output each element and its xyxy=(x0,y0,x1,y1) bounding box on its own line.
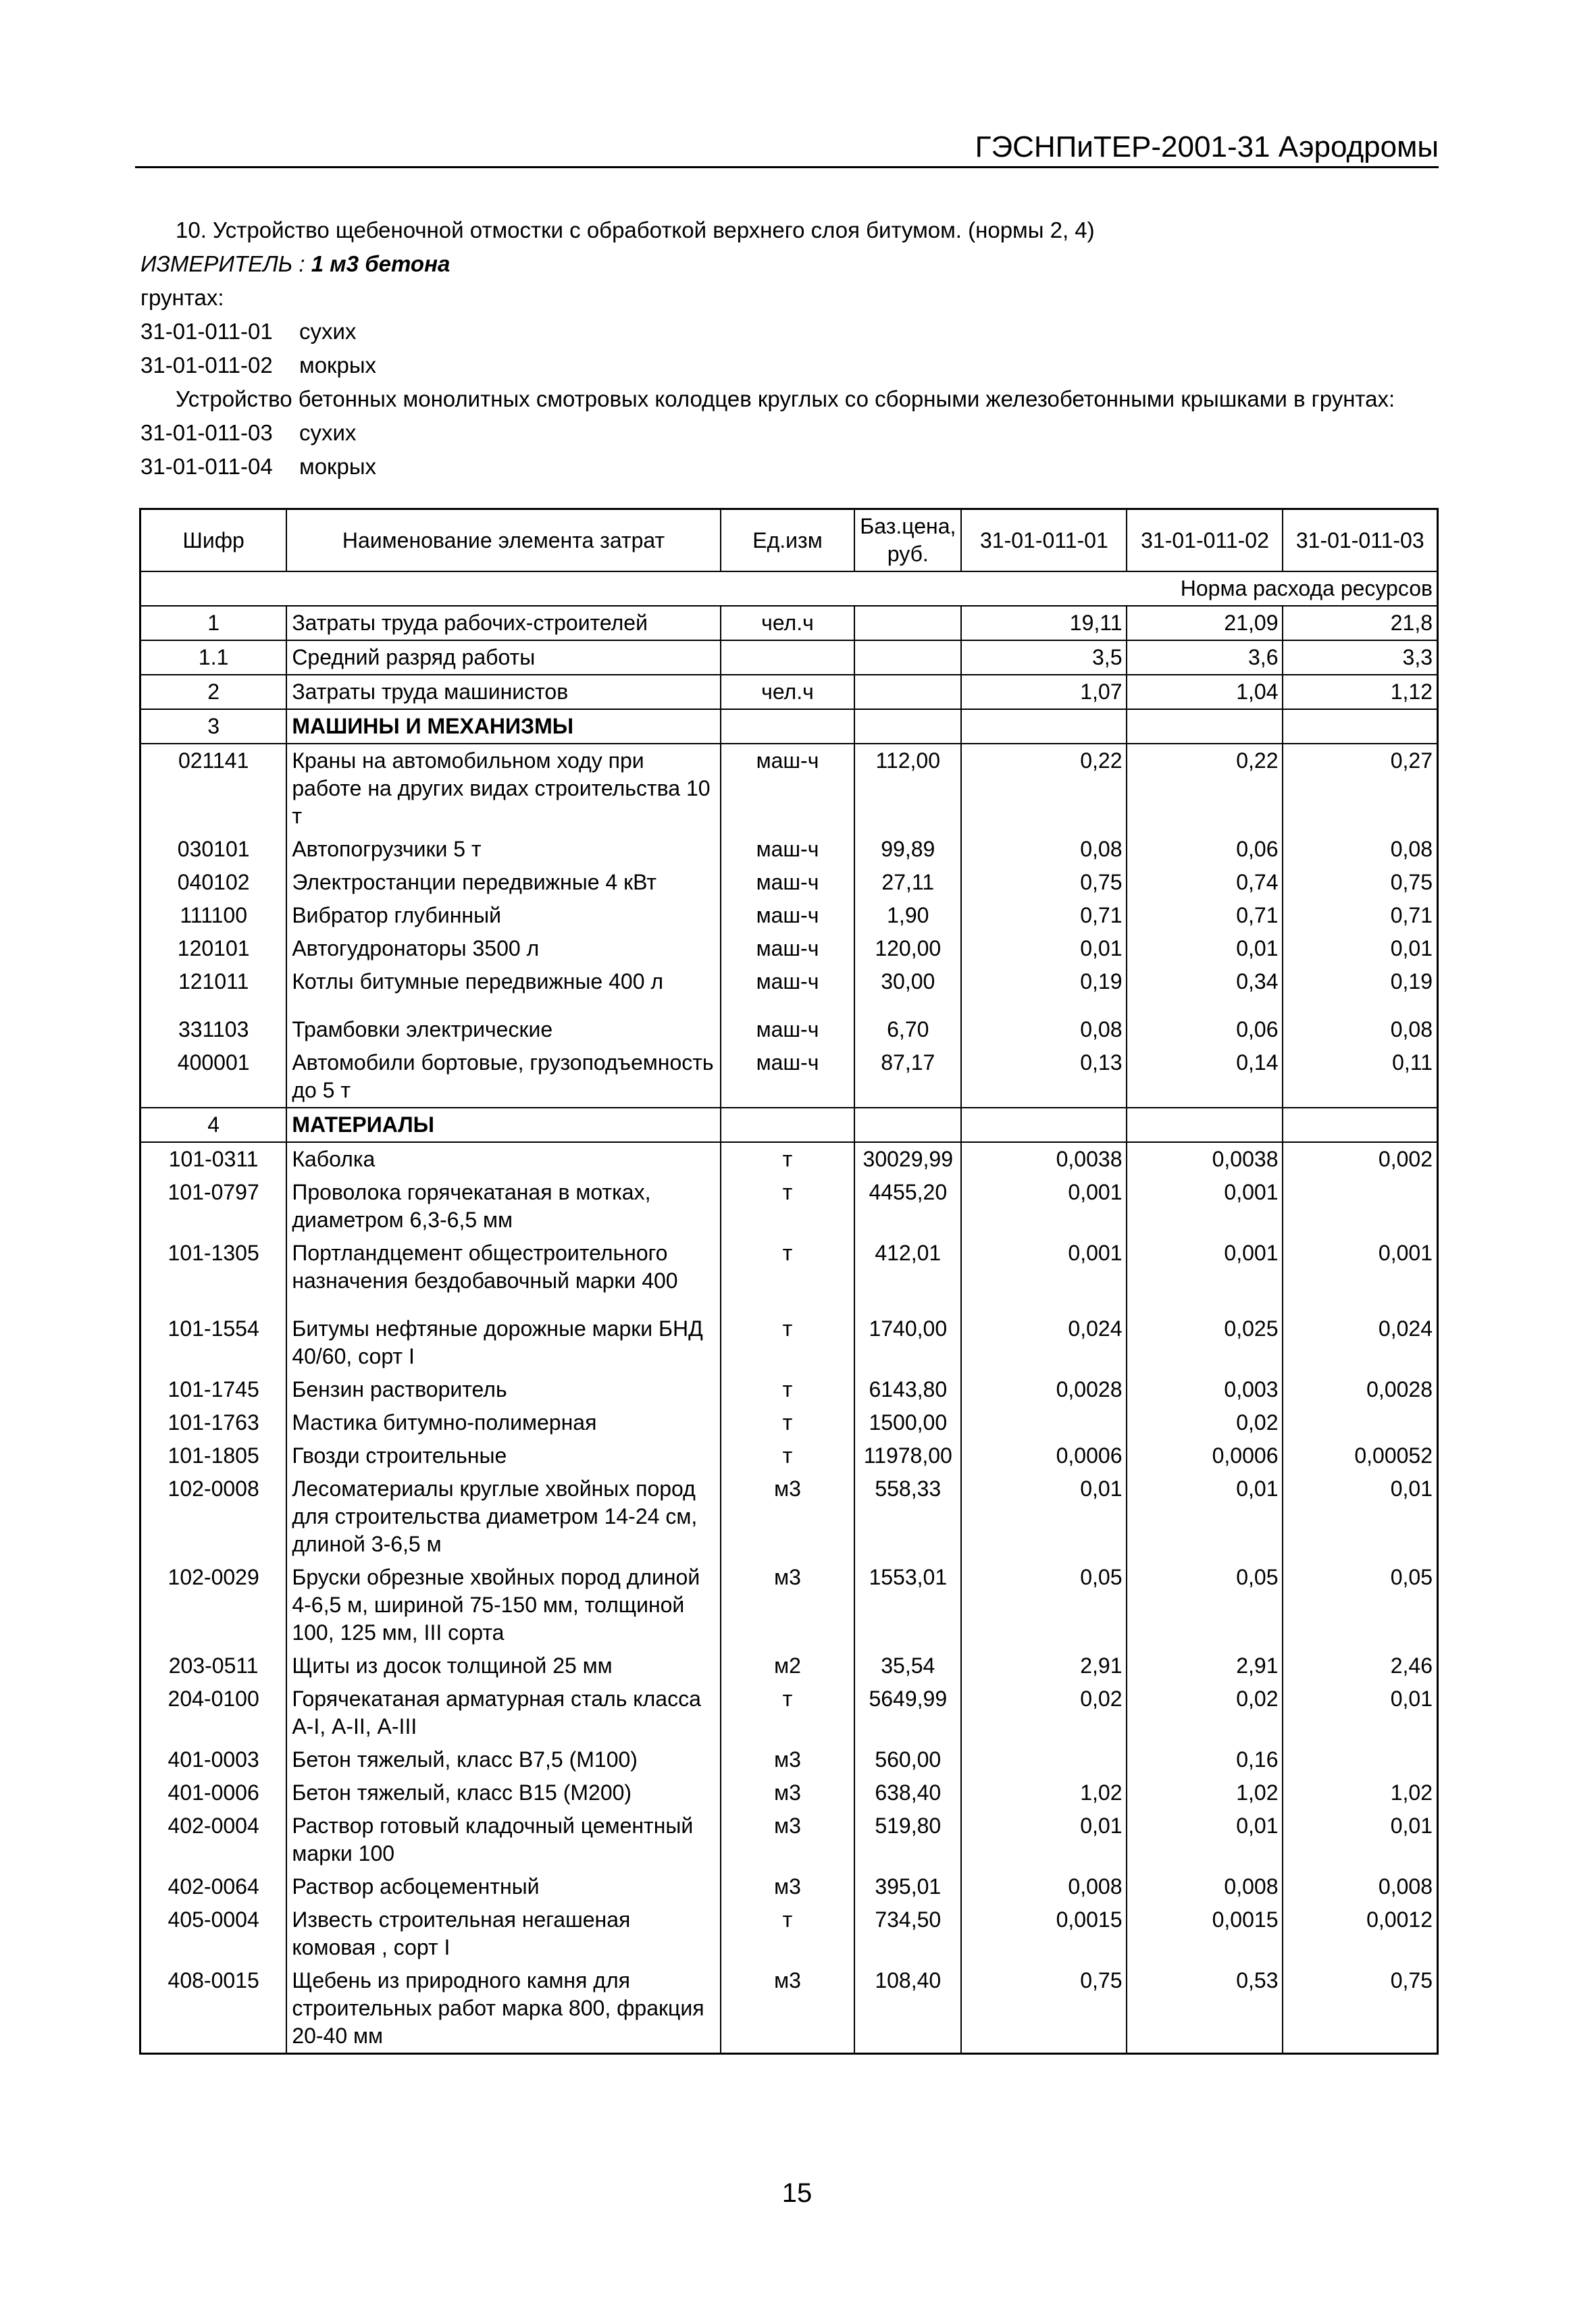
cell-norm-col1: 0,19 xyxy=(961,965,1127,998)
cell-price: 120,00 xyxy=(854,932,961,965)
cell-unit: т xyxy=(721,1176,855,1237)
section-row xyxy=(140,709,1438,744)
intro-item-text: сухих xyxy=(299,319,357,344)
cell-unit: маш-ч xyxy=(721,744,855,833)
cell-norm-col1: 0,13 xyxy=(961,1046,1127,1108)
running-header: ГЭСНПиТЕР-2001-31 Аэродромы xyxy=(975,130,1439,163)
cell-unit: чел.ч xyxy=(721,675,855,709)
cell-norm-col2: 2,91 xyxy=(1127,1649,1283,1682)
resource-table-wrap xyxy=(139,508,1439,2055)
cell-name: Бруски обрезные хвойных пород длиной 4-6,5 м, шириной 75-150 мм, толщиной 100, 125 мм, III сорта xyxy=(286,1561,720,1649)
cell-unit: т xyxy=(721,1903,855,1964)
page-number: 15 xyxy=(781,2178,813,2208)
cell-norm-col3: 0,01 xyxy=(1283,1472,1437,1561)
cell-norm-col3: 0,0012 xyxy=(1283,1903,1437,1964)
cell-price: 558,33 xyxy=(854,1472,961,1561)
cell-price: 1,90 xyxy=(854,899,961,932)
cell-unit: м3 xyxy=(721,1809,855,1870)
cell-norm-col1: 0,0038 xyxy=(961,1142,1127,1176)
table-row xyxy=(140,1561,1438,1649)
cell-price: 108,40 xyxy=(854,1964,961,2054)
cell-norm-col1: 0,02 xyxy=(961,1682,1127,1743)
cell-norm-col2: 3,6 xyxy=(1127,640,1283,675)
spacer-cell xyxy=(1127,1297,1283,1312)
header-price: Баз.цена, руб. xyxy=(854,509,961,572)
cell-code: 331103 xyxy=(140,1013,287,1046)
header-unit: Ед.изм xyxy=(721,509,855,572)
cell-norm-col2: 0,14 xyxy=(1127,1046,1283,1108)
cell-norm-col2: 0,001 xyxy=(1127,1237,1283,1297)
cell-norm-col1: 0,001 xyxy=(961,1237,1127,1297)
table-row xyxy=(140,1743,1438,1776)
table-row xyxy=(140,1439,1438,1472)
spacer-cell xyxy=(961,1297,1127,1312)
intro-item xyxy=(140,349,1444,382)
table-row xyxy=(140,1964,1438,2054)
cell-norm-col1: 0,001 xyxy=(961,1176,1127,1237)
cell-price: 6143,80 xyxy=(854,1373,961,1406)
cell-name: Бетон тяжелый, класс В15 (М200) xyxy=(286,1776,720,1809)
cell-price xyxy=(854,709,961,744)
intro-item xyxy=(140,450,1444,484)
cell-code: 203-0511 xyxy=(140,1649,287,1682)
spacer-cell xyxy=(721,1297,855,1312)
table-row xyxy=(140,1870,1438,1903)
cell-norm-col2: 0,02 xyxy=(1127,1406,1283,1439)
cell-unit: маш-ч xyxy=(721,833,855,866)
section-intro xyxy=(140,213,1444,484)
cell-norm-col2: 1,04 xyxy=(1127,675,1283,709)
cell-norm-col1 xyxy=(961,1108,1127,1142)
table-body xyxy=(140,571,1438,2054)
cell-unit: т xyxy=(721,1142,855,1176)
cell-price: 560,00 xyxy=(854,1743,961,1776)
cell-code: 101-1745 xyxy=(140,1373,287,1406)
section-row xyxy=(140,1108,1438,1142)
cell-norm-col1: 1,07 xyxy=(961,675,1127,709)
intro-item-code: 31-01-011-04 xyxy=(140,454,273,479)
cell-code: 402-0064 xyxy=(140,1870,287,1903)
cell-name: Гвозди строительные xyxy=(286,1439,720,1472)
cell-name: Вибратор глубинный xyxy=(286,899,720,932)
cell-unit xyxy=(721,640,855,675)
cell-unit: м2 xyxy=(721,1649,855,1682)
cell-norm-col1: 3,5 xyxy=(961,640,1127,675)
cell-name: Раствор асбоцементный xyxy=(286,1870,720,1903)
cell-name: Щебень из природного камня для строительных работ марка 800, фракция 20-40 мм xyxy=(286,1964,720,2054)
cell-norm-col2: 0,0038 xyxy=(1127,1142,1283,1176)
cell-norm-col2: 0,74 xyxy=(1127,866,1283,899)
cell-norm-col2: 0,025 xyxy=(1127,1312,1283,1373)
table-row xyxy=(140,640,1438,675)
table-row xyxy=(140,1406,1438,1439)
cell-price xyxy=(854,640,961,675)
cell-name: Затраты труда рабочих-строителей xyxy=(286,606,720,640)
cell-price: 1553,01 xyxy=(854,1561,961,1649)
cell-norm-col2: 0,34 xyxy=(1127,965,1283,998)
cell-price: 638,40 xyxy=(854,1776,961,1809)
header-name: Наименование элемента затрат xyxy=(286,509,720,572)
header-col3: 31-01-011-03 xyxy=(1283,509,1437,572)
norm-label: Норма расхода ресурсов xyxy=(140,571,1438,606)
cell-norm-col2 xyxy=(1127,1108,1283,1142)
spacer-cell xyxy=(961,998,1127,1013)
cell-unit: маш-ч xyxy=(721,1013,855,1046)
cell-norm-col3: 1,02 xyxy=(1283,1776,1437,1809)
table-header-row xyxy=(140,509,1438,572)
cell-norm-col1: 0,22 xyxy=(961,744,1127,833)
cell-unit: м3 xyxy=(721,1472,855,1561)
cell-norm-col2: 0,16 xyxy=(1127,1743,1283,1776)
table-row xyxy=(140,1046,1438,1108)
cell-norm-col1: 0,0006 xyxy=(961,1439,1127,1472)
cell-code: 1.1 xyxy=(140,640,287,675)
table-row xyxy=(140,1649,1438,1682)
table-row xyxy=(140,1176,1438,1237)
section-subtitle: Устройство бетонных монолитных смотровых колодцев круглых со сборными железобетонными крышками в грунтах: xyxy=(176,386,1395,411)
cell-norm-col1: 0,024 xyxy=(961,1312,1127,1373)
cell-code: 021141 xyxy=(140,744,287,833)
cell-code: 101-1805 xyxy=(140,1439,287,1472)
intro-item-code: 31-01-011-03 xyxy=(140,420,273,445)
cell-code: 102-0029 xyxy=(140,1561,287,1649)
cell-norm-col1: 0,01 xyxy=(961,1472,1127,1561)
cell-norm-col3: 0,01 xyxy=(1283,932,1437,965)
cell-unit: т xyxy=(721,1682,855,1743)
cell-norm-col2: 0,06 xyxy=(1127,833,1283,866)
cell-name: МАШИНЫ И МЕХАНИЗМЫ xyxy=(286,709,720,744)
cell-norm-col3 xyxy=(1283,1176,1437,1237)
spacer-row xyxy=(140,998,1438,1013)
cell-price: 1740,00 xyxy=(854,1312,961,1373)
cell-norm-col1: 0,008 xyxy=(961,1870,1127,1903)
cell-code: 401-0003 xyxy=(140,1743,287,1776)
cell-price: 112,00 xyxy=(854,744,961,833)
cell-norm-col3 xyxy=(1283,1108,1437,1142)
cell-name: Автомобили бортовые, грузоподъемность до 5 т xyxy=(286,1046,720,1108)
cell-norm-col2: 0,01 xyxy=(1127,932,1283,965)
cell-name: Щиты из досок толщиной 25 мм xyxy=(286,1649,720,1682)
header-code: Шифр xyxy=(140,509,287,572)
cell-norm-col3: 0,01 xyxy=(1283,1809,1437,1870)
header-rule xyxy=(135,166,1439,168)
cell-price: 395,01 xyxy=(854,1870,961,1903)
table-row xyxy=(140,1682,1438,1743)
cell-code: 121011 xyxy=(140,965,287,998)
cell-name: Портландцемент общестроительного назначения бездобавочный марки 400 xyxy=(286,1237,720,1297)
cell-norm-col1: 0,08 xyxy=(961,833,1127,866)
table-row xyxy=(140,833,1438,866)
cell-norm-col1: 0,75 xyxy=(961,1964,1127,2054)
cell-norm-col3 xyxy=(1283,1743,1437,1776)
resource-norms-table xyxy=(139,508,1439,2055)
cell-code: 405-0004 xyxy=(140,1903,287,1964)
cell-code: 111100 xyxy=(140,899,287,932)
cell-name: Мастика битумно-полимерная xyxy=(286,1406,720,1439)
cell-norm-col3: 0,05 xyxy=(1283,1561,1437,1649)
cell-norm-col2: 0,0015 xyxy=(1127,1903,1283,1964)
cell-price: 87,17 xyxy=(854,1046,961,1108)
cell-norm-col3: 0,002 xyxy=(1283,1142,1437,1176)
cell-norm-col2: 0,22 xyxy=(1127,744,1283,833)
intro-item-text: мокрых xyxy=(299,454,377,479)
cell-name: Проволока горячекатаная в мотках, диаметром 6,3-6,5 мм xyxy=(286,1176,720,1237)
cell-norm-col1 xyxy=(961,1406,1127,1439)
cell-price: 27,11 xyxy=(854,866,961,899)
cell-norm-col2: 0,05 xyxy=(1127,1561,1283,1649)
cell-code: 2 xyxy=(140,675,287,709)
cell-unit: м3 xyxy=(721,1743,855,1776)
cell-unit: чел.ч xyxy=(721,606,855,640)
cell-norm-col3: 1,12 xyxy=(1283,675,1437,709)
cell-code: 402-0004 xyxy=(140,1809,287,1870)
cell-norm-col3 xyxy=(1283,1406,1437,1439)
cell-name: Автогудронаторы 3500 л xyxy=(286,932,720,965)
table-row xyxy=(140,1373,1438,1406)
cell-norm-col1: 0,01 xyxy=(961,932,1127,965)
cell-unit: маш-ч xyxy=(721,899,855,932)
cell-code: 1 xyxy=(140,606,287,640)
spacer-cell xyxy=(721,998,855,1013)
cell-norm-col2: 0,003 xyxy=(1127,1373,1283,1406)
table-row xyxy=(140,965,1438,998)
cell-norm-col3: 0,001 xyxy=(1283,1237,1437,1297)
cell-norm-col3: 0,024 xyxy=(1283,1312,1437,1373)
cell-norm-col2: 0,01 xyxy=(1127,1472,1283,1561)
cell-norm-col3 xyxy=(1283,709,1437,744)
cell-code: 400001 xyxy=(140,1046,287,1108)
cell-unit: т xyxy=(721,1373,855,1406)
cell-price: 1500,00 xyxy=(854,1406,961,1439)
cell-norm-col1: 1,02 xyxy=(961,1776,1127,1809)
spacer-cell xyxy=(854,998,961,1013)
cell-code: 102-0008 xyxy=(140,1472,287,1561)
cell-name: Известь строительная негашеная комовая , сорт I xyxy=(286,1903,720,1964)
table-row xyxy=(140,866,1438,899)
cell-norm-col3: 3,3 xyxy=(1283,640,1437,675)
cell-name: Автопогрузчики 5 т xyxy=(286,833,720,866)
measure-line xyxy=(140,247,1444,281)
cell-code: 120101 xyxy=(140,932,287,965)
cell-code: 3 xyxy=(140,709,287,744)
spacer-cell xyxy=(286,998,720,1013)
table-row xyxy=(140,1472,1438,1561)
table-row xyxy=(140,744,1438,833)
cell-norm-col2: 0,02 xyxy=(1127,1682,1283,1743)
cell-price: 30029,99 xyxy=(854,1142,961,1176)
cell-norm-col3: 0,75 xyxy=(1283,1964,1437,2054)
cell-norm-col1: 0,05 xyxy=(961,1561,1127,1649)
table-row xyxy=(140,1013,1438,1046)
cell-code: 401-0006 xyxy=(140,1776,287,1809)
cell-name: Бензин растворитель xyxy=(286,1373,720,1406)
cell-name: Бетон тяжелый, класс В7,5 (М100) xyxy=(286,1743,720,1776)
cell-norm-col2 xyxy=(1127,709,1283,744)
cell-price: 99,89 xyxy=(854,833,961,866)
cell-norm-col1 xyxy=(961,1743,1127,1776)
cell-norm-col2: 1,02 xyxy=(1127,1776,1283,1809)
cell-code: 101-0311 xyxy=(140,1142,287,1176)
measure-label: ИЗМЕРИТЕЛЬ : xyxy=(140,251,311,276)
cell-code: 101-0797 xyxy=(140,1176,287,1237)
cell-norm-col3: 0,75 xyxy=(1283,866,1437,899)
cell-norm-col3: 0,19 xyxy=(1283,965,1437,998)
cell-name: Битумы нефтяные дорожные марки БНД 40/60, сорт I xyxy=(286,1312,720,1373)
cell-norm-col3: 0,11 xyxy=(1283,1046,1437,1108)
table-row xyxy=(140,606,1438,640)
cell-norm-col2: 0,71 xyxy=(1127,899,1283,932)
spacer-cell xyxy=(140,1297,287,1312)
cell-norm-col1: 0,71 xyxy=(961,899,1127,932)
cell-name: Каболка xyxy=(286,1142,720,1176)
cell-unit: т xyxy=(721,1312,855,1373)
intro-item-code: 31-01-011-02 xyxy=(140,353,273,378)
cell-norm-col3: 0,008 xyxy=(1283,1870,1437,1903)
cell-price: 734,50 xyxy=(854,1903,961,1964)
cell-unit: маш-ч xyxy=(721,866,855,899)
cell-name: Лесоматериалы круглые хвойных пород для строительства диаметром 14-24 см, длиной 3-6,5 м xyxy=(286,1472,720,1561)
cell-norm-col1: 2,91 xyxy=(961,1649,1127,1682)
measure-value: 1 м3 бетона xyxy=(311,251,451,276)
cell-unit: м3 xyxy=(721,1964,855,2054)
cell-name: Электростанции передвижные 4 кВт xyxy=(286,866,720,899)
cell-unit: маш-ч xyxy=(721,932,855,965)
cell-price xyxy=(854,675,961,709)
cell-unit xyxy=(721,1108,855,1142)
cell-unit: м3 xyxy=(721,1561,855,1649)
intro-item-code: 31-01-011-01 xyxy=(140,319,273,344)
cell-norm-col1 xyxy=(961,709,1127,744)
table-row xyxy=(140,1809,1438,1870)
cell-unit: т xyxy=(721,1439,855,1472)
cell-name: Раствор готовый кладочный цементный марки 100 xyxy=(286,1809,720,1870)
cell-code: 101-1305 xyxy=(140,1237,287,1297)
cell-name: Краны на автомобильном ходу при работе на других видах строительства 10 т xyxy=(286,744,720,833)
cell-norm-col2: 0,06 xyxy=(1127,1013,1283,1046)
spacer-cell xyxy=(854,1297,961,1312)
cell-norm-col3: 0,01 xyxy=(1283,1682,1437,1743)
cell-norm-col3: 0,27 xyxy=(1283,744,1437,833)
cell-price: 35,54 xyxy=(854,1649,961,1682)
table-row xyxy=(140,1903,1438,1964)
cell-price: 6,70 xyxy=(854,1013,961,1046)
cell-unit: т xyxy=(721,1237,855,1297)
cell-unit: м3 xyxy=(721,1870,855,1903)
cell-code: 101-1554 xyxy=(140,1312,287,1373)
cell-norm-col3: 0,08 xyxy=(1283,833,1437,866)
cell-price: 4455,20 xyxy=(854,1176,961,1237)
section-title: 10. Устройство щебеночной отмостки с обработкой верхнего слоя битумом. (нормы 2, 4) xyxy=(176,217,1095,242)
cell-norm-col2: 0,008 xyxy=(1127,1870,1283,1903)
cell-price: 30,00 xyxy=(854,965,961,998)
intro-item xyxy=(140,315,1444,349)
cell-price xyxy=(854,1108,961,1142)
intro-item-text: сухих xyxy=(299,420,357,445)
cell-code: 204-0100 xyxy=(140,1682,287,1743)
cell-norm-col2: 0,001 xyxy=(1127,1176,1283,1237)
cell-norm-col3: 2,46 xyxy=(1283,1649,1437,1682)
cell-norm-col1: 0,01 xyxy=(961,1809,1127,1870)
spacer-row xyxy=(140,1297,1438,1312)
table-row xyxy=(140,899,1438,932)
cell-norm-col2: 0,01 xyxy=(1127,1809,1283,1870)
cell-price: 519,80 xyxy=(854,1809,961,1870)
header-col1: 31-01-011-01 xyxy=(961,509,1127,572)
spacer-cell xyxy=(140,998,287,1013)
cell-price: 11978,00 xyxy=(854,1439,961,1472)
cell-code: 408-0015 xyxy=(140,1964,287,2054)
cell-name: Трамбовки электрические xyxy=(286,1013,720,1046)
cell-norm-col3: 0,08 xyxy=(1283,1013,1437,1046)
cell-norm-col3: 0,71 xyxy=(1283,899,1437,932)
table-row xyxy=(140,1237,1438,1297)
cell-unit: маш-ч xyxy=(721,965,855,998)
cell-price: 412,01 xyxy=(854,1237,961,1297)
norm-row xyxy=(140,571,1438,606)
cell-norm-col1: 19,11 xyxy=(961,606,1127,640)
cell-norm-col2: 21,09 xyxy=(1127,606,1283,640)
spacer-cell xyxy=(1127,998,1283,1013)
cell-code: 030101 xyxy=(140,833,287,866)
intro-item-text: мокрых xyxy=(299,353,377,378)
cell-norm-col3: 0,0028 xyxy=(1283,1373,1437,1406)
cell-norm-col1: 0,0015 xyxy=(961,1903,1127,1964)
cell-norm-col2: 0,53 xyxy=(1127,1964,1283,2054)
cell-name: Затраты труда машинистов xyxy=(286,675,720,709)
cell-norm-col3: 21,8 xyxy=(1283,606,1437,640)
cell-norm-col1: 0,75 xyxy=(961,866,1127,899)
table-row xyxy=(140,932,1438,965)
cell-unit: м3 xyxy=(721,1776,855,1809)
cell-code: 4 xyxy=(140,1108,287,1142)
intro-item xyxy=(140,416,1444,450)
spacer-cell xyxy=(1283,1297,1437,1312)
header-col2: 31-01-011-02 xyxy=(1127,509,1283,572)
cell-price xyxy=(854,606,961,640)
table-row xyxy=(140,1312,1438,1373)
cell-name: МАТЕРИАЛЫ xyxy=(286,1108,720,1142)
cell-unit: маш-ч xyxy=(721,1046,855,1108)
cell-unit xyxy=(721,709,855,744)
table-row xyxy=(140,1776,1438,1809)
cell-norm-col1: 0,0028 xyxy=(961,1373,1127,1406)
cell-code: 101-1763 xyxy=(140,1406,287,1439)
cell-name: Котлы битумные передвижные 400 л xyxy=(286,965,720,998)
soils-label: грунтах: xyxy=(140,285,224,310)
cell-code: 040102 xyxy=(140,866,287,899)
table-row xyxy=(140,675,1438,709)
table-row xyxy=(140,1142,1438,1176)
cell-unit: т xyxy=(721,1406,855,1439)
cell-price: 5649,99 xyxy=(854,1682,961,1743)
spacer-cell xyxy=(1283,998,1437,1013)
cell-norm-col3: 0,00052 xyxy=(1283,1439,1437,1472)
spacer-cell xyxy=(286,1297,720,1312)
cell-norm-col1: 0,08 xyxy=(961,1013,1127,1046)
cell-name: Горячекатаная арматурная сталь класса А-I, А-II, А-III xyxy=(286,1682,720,1743)
cell-norm-col2: 0,0006 xyxy=(1127,1439,1283,1472)
cell-name: Средний разряд работы xyxy=(286,640,720,675)
